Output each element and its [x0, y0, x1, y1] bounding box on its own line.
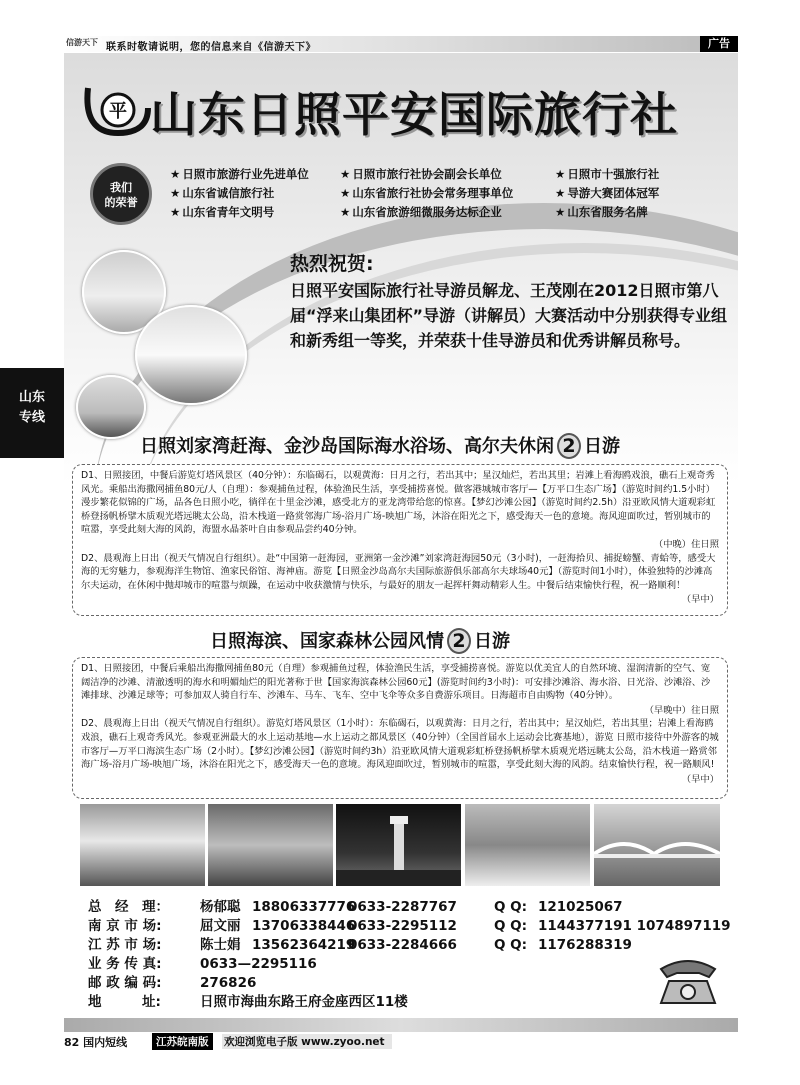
- gm-label: 总 经 理：: [88, 899, 169, 915]
- gm-qq-label: Q Q:: [494, 899, 528, 915]
- honor-badge-line1: 我们: [110, 181, 132, 194]
- route2-title-text: 日照海滨、国家森林公园风情: [210, 631, 444, 652]
- js-qq-label: Q Q:: [494, 937, 528, 953]
- route2-day1-meal: （早晚中）往日照: [644, 704, 719, 716]
- footer-bar: [64, 1018, 738, 1032]
- website-link[interactable]: 欢迎浏览电子版 www.zyoo.net: [222, 1034, 392, 1049]
- address-label: 地 址:: [88, 994, 161, 1010]
- honor-item: ★ 日照市十强旅行社: [555, 166, 725, 182]
- header-logo: 信游天下: [66, 38, 98, 47]
- honor-badge-line2: 的荣誉: [104, 196, 138, 209]
- photo-bridge: [594, 804, 720, 886]
- honor-item: ★ 山东省旅行社协会常务理事单位: [340, 185, 555, 201]
- route1-title-suffix: 日游: [584, 436, 620, 457]
- contact-row-jiangsu: [88, 936, 731, 955]
- route1-day2-meal: （早中）: [681, 594, 719, 606]
- photo-gate: [135, 305, 247, 405]
- route1-days-number: 2: [557, 433, 581, 459]
- route2-title: [210, 627, 510, 654]
- route1-day2: D2、晨观海上日出（视天气情况自行组织）。赴“中国第一赶海园，亚洲第一金沙滩”刘家湾赶海园50元（3小时)，一赶海拾贝、捕捉螃蟹、青蛤等，感受大海的无穷魅力，参观海洋生物馆、渔家民俗馆、海神庙。游览【日照金沙岛高尔夫国际旅游俱乐部高尔夫球场40元】（游览时间1小时），体验独特的沙滩高尔夫运动，在休闲中抛却城市的喧嚣与烦躁，在运动中收获激情与快乐，与最好的朋友一起挥杆舞动精彩人生。中餐后结束愉快行程，祝一路顺利！: [81, 552, 716, 591]
- telephone-icon: [655, 955, 721, 1007]
- route2-title-suffix: 日游: [474, 631, 510, 652]
- route1-itinerary: [72, 464, 728, 616]
- page-number-value: 82: [64, 1036, 80, 1049]
- photo-pavilion: [76, 375, 146, 439]
- address: 日照市海曲东路王府金座西区11楼: [200, 994, 408, 1010]
- header-notice: 联系时敬请说明，您的信息来自《信游天下》: [106, 42, 316, 53]
- honor-item: ★ 山东省旅游细微服务达标企业: [340, 204, 555, 220]
- contact-row-fax: [88, 955, 731, 974]
- route2-days-number: 2: [447, 628, 471, 654]
- honors-list: [170, 166, 730, 220]
- gm-tel: 0633-2287767: [348, 899, 457, 915]
- side-tab-shandong: [0, 368, 64, 458]
- gm-name: 杨郁聪: [200, 899, 241, 915]
- nj-qq-label: Q Q:: [494, 918, 528, 934]
- page-number: [64, 1034, 127, 1050]
- contact-row-nanjing: [88, 917, 731, 936]
- photo-statue: [208, 804, 333, 886]
- nj-mobile: 13706338446: [252, 918, 356, 934]
- gm-mobile: 18806337776: [252, 899, 356, 915]
- contact-row-zip: [88, 974, 731, 993]
- route2-day2: D2、晨观海上日出（视天气情况自行组织）。游览灯塔风景区（1小时）：东临碣石，以观黄海：日月之行，若出其中；星汉灿烂，若出其里；岩滩上看海鸥戏浪，礁石上观奇秀风光。参观亚洲最大的水上运动基地—水上运动之都风景区（40分钟）（全国首届水上运动会比赛基地），游览 日照市接待中外游客的城市客厅—万平口海滨生态广场（2小时）。【梦幻沙滩公园】（游览时间约3h）沿亚欧风情大道观彩虹桥登扬帆桥擘木质观光塔远眺太公岛，沿木栈道一路赏邻海广场-浴月广场-映旭广场，沐浴在阳光之下，感受海天一色的意境。海风迎面吹过，暂别城市的喧嚣，享受此刻大海的风韵。结束愉快行程，祝一路顺风!: [81, 718, 719, 771]
- route1-title: [140, 432, 620, 459]
- honor-item: ★ 山东省诚信旅行社: [170, 185, 340, 201]
- photo-lighthouse-night: [336, 804, 461, 886]
- route2-itinerary: [72, 657, 728, 799]
- bridge-icon: [594, 804, 720, 886]
- photo-seaside-plaza: [80, 804, 205, 886]
- zip-label: 邮 政 编 码:: [88, 975, 162, 991]
- honor-item: ★ 山东省服务名牌: [555, 204, 725, 220]
- js-name: 陈士娟: [200, 937, 241, 953]
- nj-tel: 0633-2295112: [348, 918, 457, 934]
- route1-title-text: 日照刘家湾赶海、金沙岛国际海水浴场、高尔夫休闲: [140, 436, 554, 457]
- zip-code: 276826: [200, 975, 257, 991]
- company-name: 山东日照平安国际旅行社: [150, 88, 678, 143]
- company-emblem-icon: [78, 78, 158, 138]
- js-tel: 0633-2284666: [348, 937, 457, 953]
- route2-day1: D1、日照接团，中餐后乘船出海撒网捕鱼80元（自理）参观捕鱼过程，体验渔民生活，享受捕捞喜悦。游览以优美宜人的自然环境、湿润清新的空气、宽阔洁净的沙滩、清澈透明的海水和明媚灿烂的阳光著称于世【国家海滨森林公园60元】(游览时间约3小时)：可安排沙滩浴、海水浴、日光浴、沙滩浴、沙滩排球、沙滩足球等；可参加双人骑自行车、沙滩车、马车、飞车、空中飞伞等众多自费游乐项目。日海超市自由购物（40分钟）。: [81, 663, 711, 702]
- honor-item: ★ 导游大赛团体冠军: [555, 185, 725, 201]
- js-qq: 1176288319: [538, 937, 632, 953]
- fax-number: 0633—2295116: [200, 956, 317, 972]
- honor-badge: [90, 163, 152, 225]
- fax-label: 业 务 传 真:: [88, 956, 162, 972]
- side-tab-line2: 专线: [18, 410, 45, 425]
- nj-label: 南 京 市 场:: [88, 918, 162, 934]
- ad-label: 广告: [700, 36, 738, 52]
- nj-qq: 1144377191 1074897119: [538, 918, 731, 934]
- contact-row-address: [88, 993, 731, 1012]
- lighthouse-icon: [336, 804, 461, 886]
- photo-boat-sea: [465, 804, 590, 886]
- gm-qq: 121025067: [538, 899, 623, 915]
- route1-day1-meal: （中晚）住日照: [653, 538, 719, 550]
- js-label: 江 苏 市 场:: [88, 937, 162, 953]
- js-mobile: 13562364219: [252, 937, 356, 953]
- contact-row-gm: [88, 898, 731, 917]
- side-tab-line1: 山东: [18, 390, 45, 405]
- honor-item: ★ 山东省青年文明号: [170, 204, 340, 220]
- route1-day1: D1、日照接团，中餐后游览灯塔风景区（40分钟）：东临碣石，以观黄海：日月之行，若出其中；星汉灿烂，若出其里；岩滩上看海鸥戏浪，礁石上观奇秀风光。乘船出海撒网捕鱼80元/人（自理）：参观捕鱼过程，体验渔民生活，享受捕捞喜悦。做客港城城市客厅—【万平口生态广场】（游览时间约1.5小时）漫步繁花似锦的广场，品各色日照小吃，徜徉在十里金沙滩，感受北方的亚龙湾带给您的惊喜。【梦幻沙滩公园】（游览时间约2.5h）沿亚欧风情大道观彩虹桥登扬帆桥擘木质观光塔远眺太公岛，沿木栈道一路赏邻海广场-浴月广场-映旭广场，沐浴在阳光之下，感受海天一色的意境。海风迎面吹过，暂别城市的喧嚣，享受此刻大海的风韵，海盟水晶茶叶自由参观品尝约40分钟。: [81, 470, 716, 536]
- honor-item: ★ 日照市旅行社协会副会长单位: [340, 166, 555, 182]
- nj-name: 屈文丽: [200, 918, 241, 934]
- section-name: 国内短线: [83, 1036, 128, 1049]
- congrats-body: 日照平安国际旅行社导游员解龙、王茂刚在2012日照市第八届“浮来山集团杯”导游（讲解员）大赛活动中分别获得专业组和新秀组一等奖，并荣获十佳导游员和优秀讲解员称号。: [290, 281, 728, 350]
- emblem-char: 平: [109, 101, 127, 122]
- contact-block: [88, 898, 731, 1012]
- honor-item: ★ 日照市旅游行业先进单位: [170, 166, 340, 182]
- route2-day2-meal: （早中）: [681, 773, 719, 785]
- edition-badge: 江苏皖南版: [152, 1033, 213, 1050]
- congrats-title: 热烈祝贺:: [290, 253, 374, 275]
